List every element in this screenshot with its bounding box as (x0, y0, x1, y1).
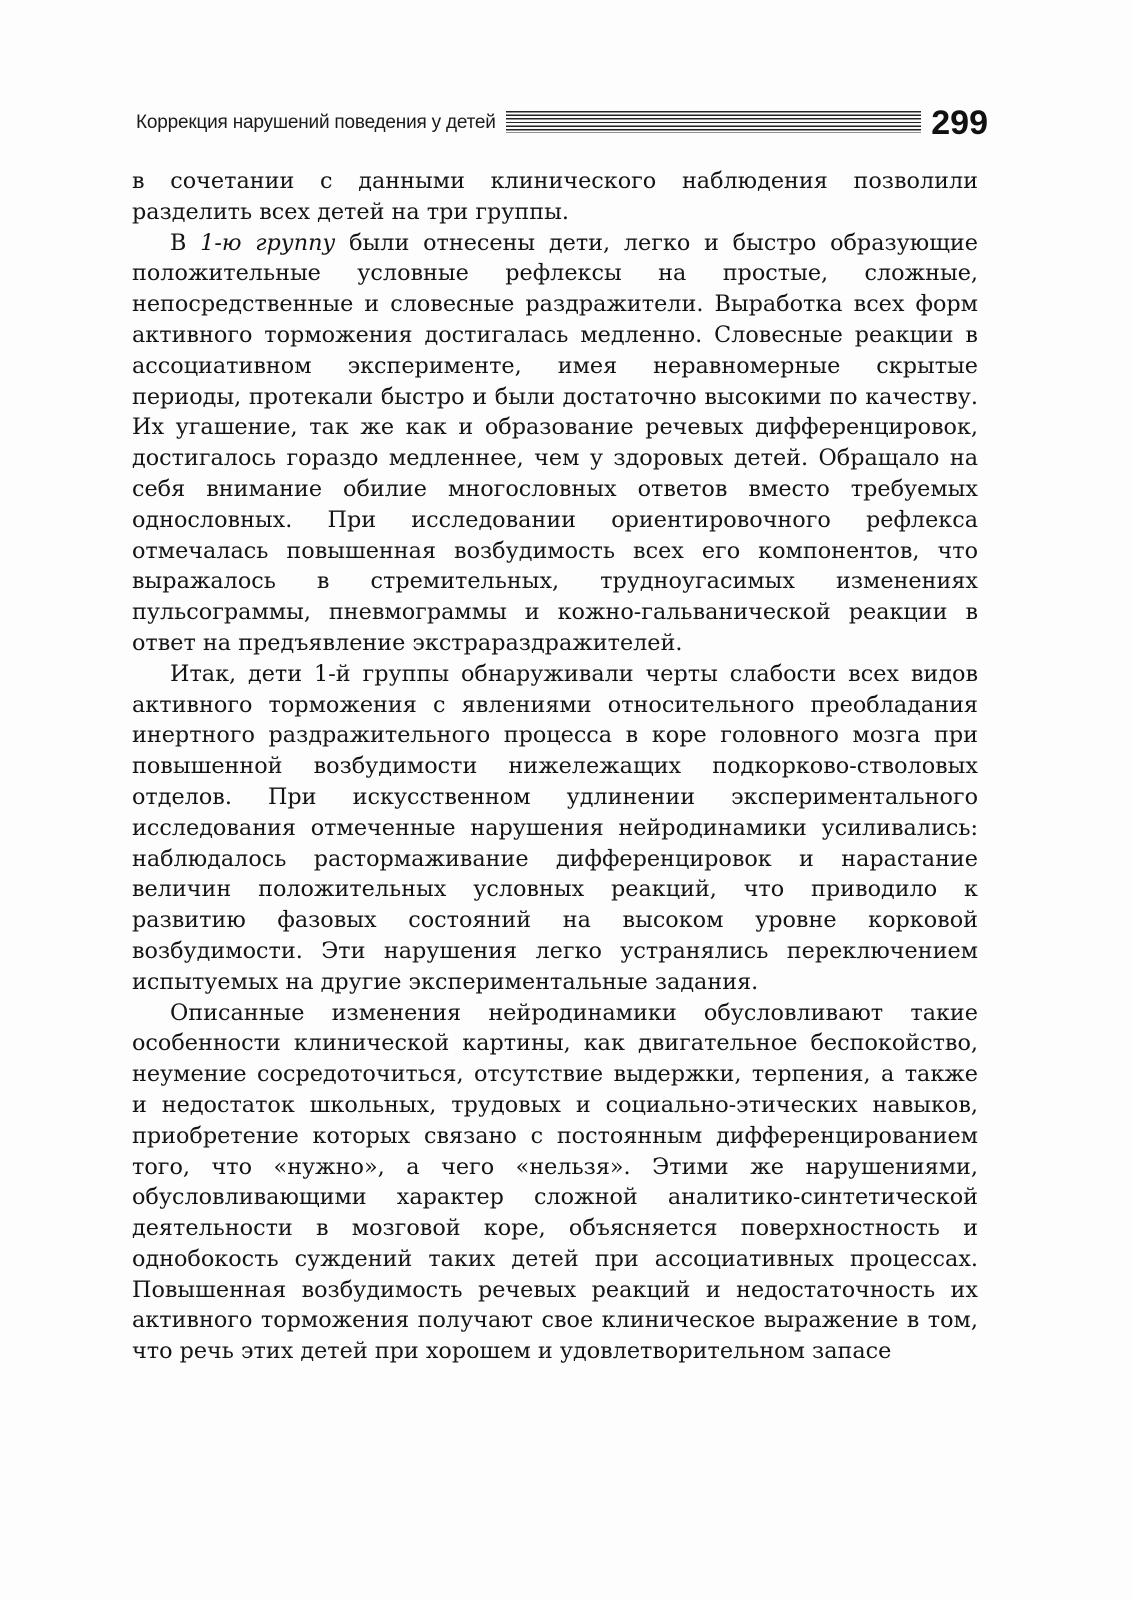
paragraph-continued: в сочетании с данными клинического наблюдения позволили разделить всех детей на три группы. (132, 168, 978, 225)
paragraph-summary: Итак, дети 1-й группы обнаруживали черты слабости всех видов активного торможения с явлениями относительного преобладания инертного раздражительного процесса в коре головного мозга при повышенной возбудимости нижележащих подкорково-стволовых отделов. При искусственном удлинении экспериментального исследования отмеченные нарушения нейродинамики усиливались: наблюдалось растормаживание дифференцировок и нарастание величин положительных условных реакций, что приводило к развитию фазовых состояний на высоком уровне корковой возбудимости. Эти нарушения легко устранялись переключением испытуемых на другие экспериментальные задания. (132, 660, 978, 995)
emphasis-group-1: 1-ю группу (200, 229, 336, 256)
paragraph-group-1: В 1-ю группу были отнесены дети, легко и быстро образующие положительные условные рефлексы на простые, сложные, непосредственные и словесные раздражители. Выработка всех форм активного торможения достигалась медленно. Словесные реакции в ассоциативном эксперименте, имея неравномерные скрытые периоды, протекали быстро и были достаточно высокими по качеству. Их угашение, так же как и образование речевых дифференцировок, достигалось гораздо медленнее, чем у здоровых детей. Обращало на себя внимание обилие многословных ответов вместо требуемых однословных. При исследовании ориентировочного рефлекса отмечалась повышенная возбудимость всех его компонентов, что выражалось в стремительных, трудноугасимых изменениях пульсограммы, пневмограммы и кожно-гальванической реакции в ответ на предъявление экстрараздражителей. (132, 229, 978, 656)
page-number: 299 (931, 104, 988, 142)
body-text (132, 166, 978, 1367)
running-title: Коррекция нарушений поведения у детей (136, 112, 496, 133)
page-header (136, 98, 988, 142)
paragraph-clinical: Описанные изменения нейродинамики обусловливают такие особенности клинической картины, как двигательное беспокойство, неумение сосредоточиться, отсутствие выдержки, терпения, а также и недостаток школьных, трудовых и социально-этических навыков, приобретение которых связано с постоянным дифференцированием того, что «нужно», а чего «нельзя». Этими же нарушениями, обусловливающими характер сложной аналитико-синтетической деятельности в мозговой коре, объясняется поверхностность и однобокость суждений таких детей при ассоциативных процессах. Повышенная возбудимость речевых реакций и недостаточность их активного торможения получают свое клиническое выражение в том, что речь этих детей при хорошем и удовлетворительном запасе (132, 999, 978, 1365)
header-rule (506, 111, 922, 133)
